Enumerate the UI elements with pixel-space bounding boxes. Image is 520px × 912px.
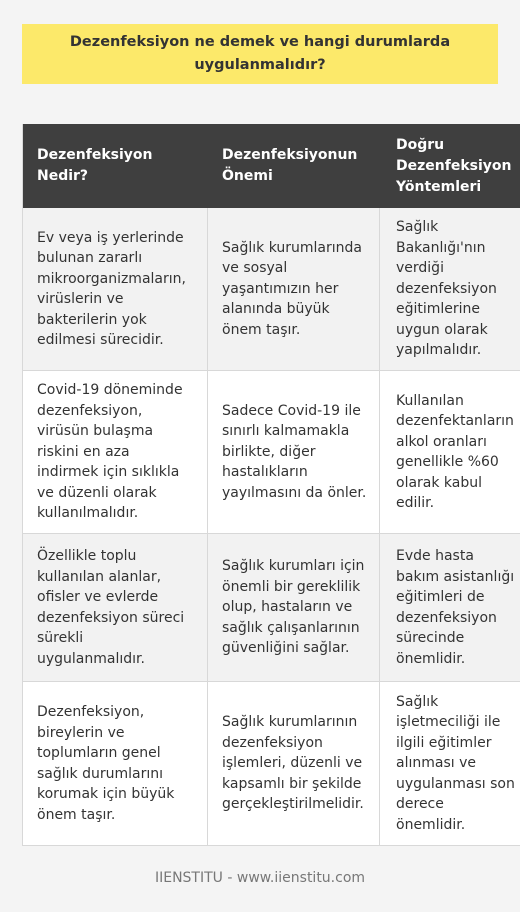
header-methods: Doğru Dezenfeksiyon Yöntemleri (379, 124, 520, 208)
footer-credit: IIENSTITU - www.iienstitu.com (154, 870, 366, 886)
table-header-row (23, 124, 520, 208)
table-cell: Covid-19 döneminde dezenfeksiyon, virüsün bulaşma riskini en aza indirmek için sıklıkla ve düzenli olarak kullanılmalıdır. (37, 382, 183, 522)
table-row (23, 682, 520, 846)
table-cell: Sağlık Bakanlığı'nın verdiği dezenfeksiyon eğitimlerine uygun olarak yapılmalıdır. (379, 208, 520, 370)
table-cell: Evde hasta bakım asistanlığı eğitimleri de dezenfeksiyon sürecinde önemlidir. (379, 534, 520, 681)
table-cell: Ev veya iş yerlerinde bulunan zararlı mikroorganizmaların, virüslerin ve bakterilerin yok edilmesi sürecidir. (37, 229, 186, 348)
table-cell: Sağlık kurumları için önemli bir gereklilik olup, hastaların ve sağlık çalışanlarının güvenliğini sağlar. (207, 534, 379, 681)
table-cell: Kullanılan dezenfektanların alkol oranları genellikle %60 olarak kabul edilir. (379, 371, 520, 533)
table-cell: Sadece Covid-19 ile sınırlı kalmamakla birlikte, diğer hastalıkların yayılmasını da önler. (207, 371, 379, 533)
table-cell: Özellikle toplu kullanılan alanlar, ofisler ve evlerde dezenfeksiyon süreci sürekli uygulanmalıdır. (37, 548, 185, 667)
table-cell: Sağlık işletmeciliği ile ilgili eğitimler alınması ve uygulanması son derece önemlidir. (379, 682, 520, 845)
table-cell: Sağlık kurumlarında ve sosyal yaşantımızın her alanında büyük önem taşır. (207, 208, 379, 370)
header-what-is: Dezenfeksiyon Nedir? (37, 147, 153, 184)
page-title (22, 24, 498, 84)
table-row (23, 534, 520, 682)
header-importance: Dezenfeksiyonun Önemi (207, 124, 379, 208)
info-table (22, 124, 520, 846)
page-title-text: Dezenfeksiyon ne demek ve hangi durumlarda uygulanmalıdır? (69, 34, 451, 73)
table-cell: Dezenfeksiyon, bireylerin ve toplumların genel sağlık durumlarını korumak için büyük önem taşır. (37, 704, 175, 823)
table-row (23, 208, 520, 371)
table-row (23, 371, 520, 534)
table-cell: Sağlık kurumlarının dezenfeksiyon işlemleri, düzenli ve kapsamlı bir şekilde gerçekleştirilmelidir. (207, 682, 379, 845)
